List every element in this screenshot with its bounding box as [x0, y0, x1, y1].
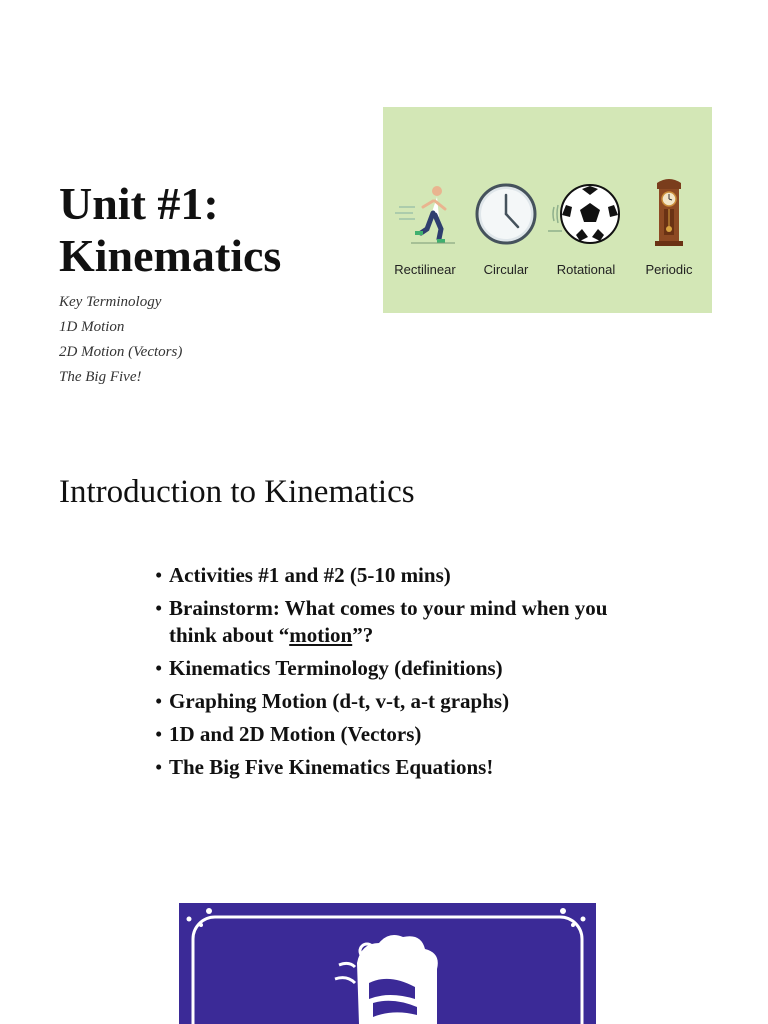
motion-types-image	[383, 107, 712, 313]
section-heading: Introduction to Kinematics	[59, 474, 415, 510]
bullet-item: • Graphing Motion (d-t, v-t, a-t graphs)	[155, 688, 625, 715]
soccer-ball-icon	[546, 177, 626, 252]
bullet-item	[155, 595, 625, 649]
topic-list	[59, 290, 359, 390]
topic-item: The Big Five!	[59, 369, 142, 385]
motion-label-circular: Circular	[483, 262, 529, 277]
bullet-text: Brainstorm: What comes to your mind when you think about “	[169, 596, 608, 647]
title-block	[59, 178, 359, 390]
topic-item: 1D Motion	[59, 319, 125, 335]
hand-washing-card	[179, 903, 596, 1024]
title-line-2: Kinematics	[59, 230, 282, 281]
pendulum-clock-icon	[629, 177, 709, 252]
bullet-item: • 1D and 2D Motion (Vectors)	[155, 721, 625, 748]
runner-icon	[385, 177, 465, 252]
hand-washing-icon	[179, 903, 596, 1024]
title-line-1: Unit #1:	[59, 178, 219, 229]
motion-label-periodic: Periodic	[645, 262, 693, 277]
motion-label-rotational: Rotational	[556, 262, 616, 277]
bullet-item: • The Big Five Kinematics Equations!	[155, 754, 625, 781]
bullet-item: • Kinematics Terminology (definitions)	[155, 655, 625, 682]
clock-icon	[466, 177, 546, 252]
bullet-item: • Activities #1 and #2 (5-10 mins)	[155, 562, 625, 589]
motion-label-rectilinear: Rectilinear	[394, 262, 456, 277]
topic-item: 2D Motion (Vectors)	[59, 344, 183, 360]
bullet-text: ”?	[352, 623, 374, 647]
page-title	[59, 178, 359, 282]
intro-bullet-list	[155, 562, 625, 787]
underlined-word: motion	[289, 623, 353, 647]
topic-item: Key Terminology	[59, 294, 162, 310]
